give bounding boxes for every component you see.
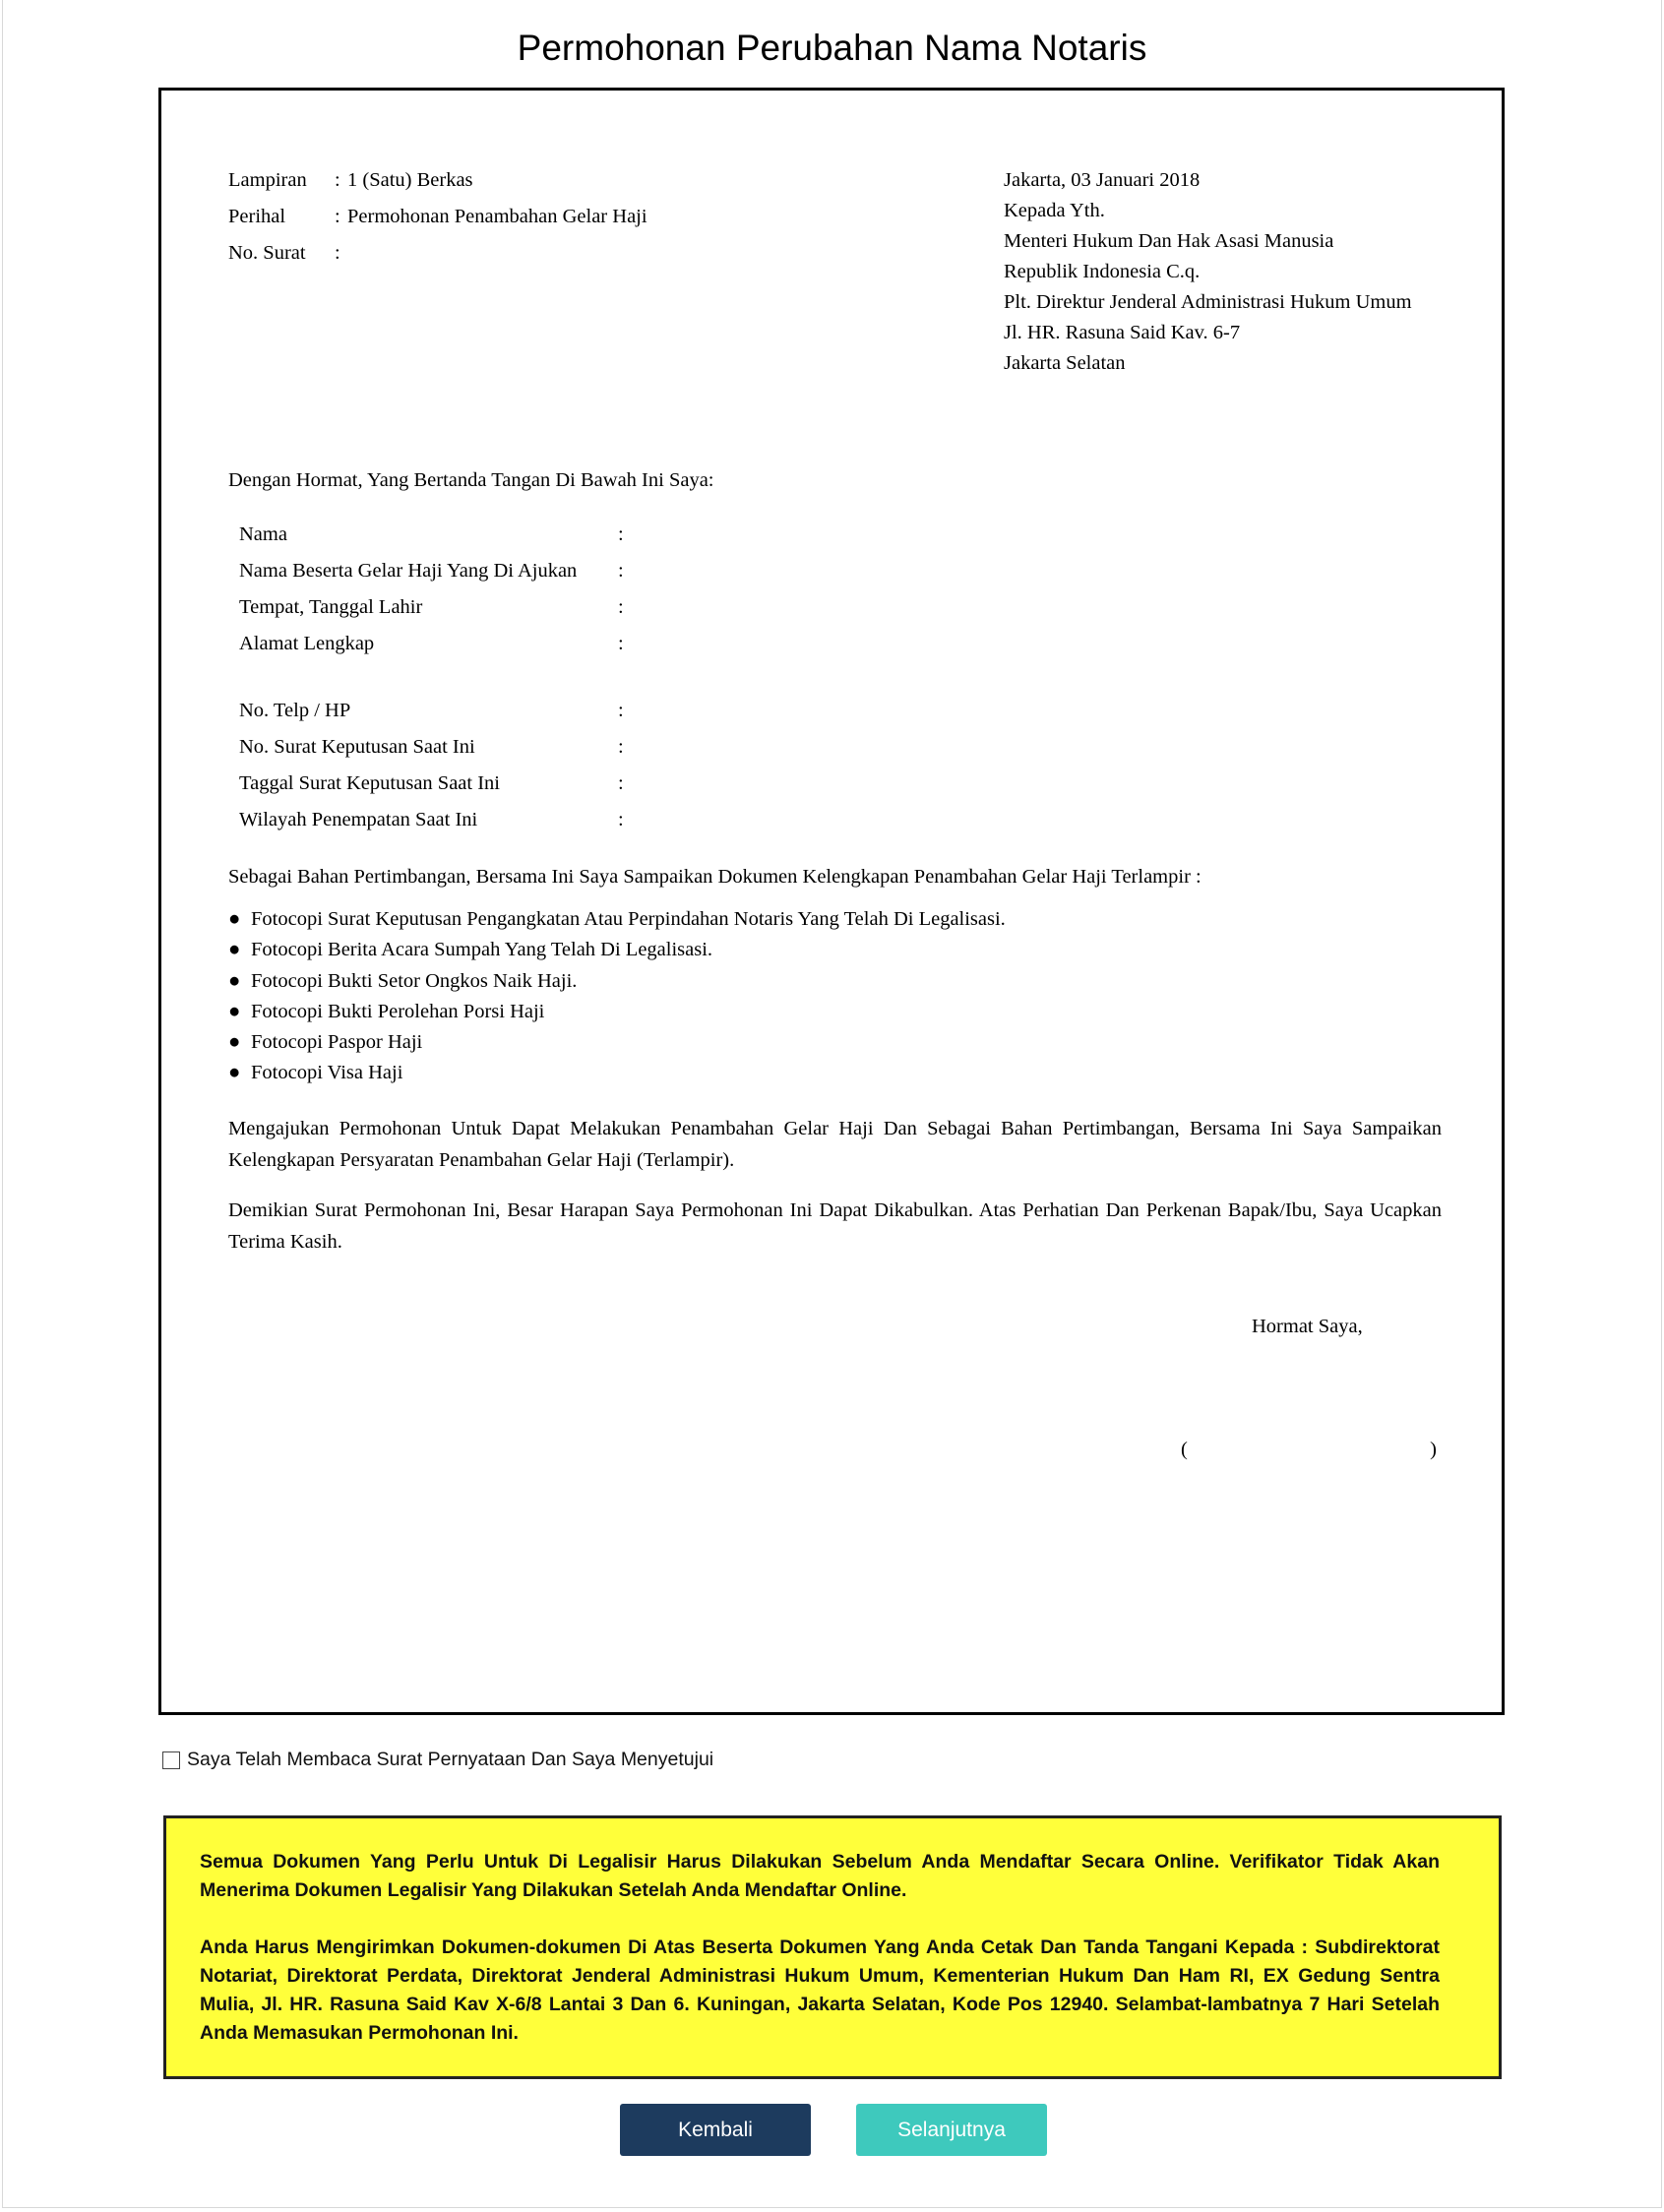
field-label: Taggal Surat Keputusan Saat Ini (239, 772, 500, 794)
notice-paragraph-legalisir: Semua Dokumen Yang Perlu Untuk Di Legalisir Harus Dilakukan Sebelum Anda Mendaftar Secara Online. Verifikator Tidak Akan Menerima Dokumen Legalisir Yang Dilakukan Setelah Anda Mendaftar Online. (200, 1851, 1440, 1901)
list-item (228, 997, 1006, 1027)
field-colon: : (618, 596, 624, 618)
bullet-icon: ● (228, 1031, 241, 1054)
signature-close-paren: ) (1430, 1439, 1437, 1460)
meta-colon: : (335, 206, 340, 227)
agreement-checkbox[interactable] (162, 1749, 713, 1771)
field-colon: : (618, 700, 624, 721)
closing-salutation: Hormat Saya, (1252, 1316, 1363, 1337)
meta-value: 1 (Satu) Berkas (347, 169, 473, 191)
meta-label: Lampiran (228, 169, 307, 191)
address-line: Republik Indonesia C.q. (1004, 261, 1201, 282)
next-button[interactable]: Selanjutnya (856, 2104, 1047, 2156)
bullet-icon: ● (228, 1062, 241, 1084)
field-label: Alamat Lengkap (239, 633, 375, 654)
field-label: No. Telp / HP (239, 700, 351, 721)
field-label: Nama (239, 523, 287, 545)
list-item (228, 904, 1006, 935)
address-line: Jakarta, 03 Januari 2018 (1004, 169, 1201, 191)
address-line: Jl. HR. Rasuna Said Kav. 6-7 (1004, 322, 1241, 343)
meta-value: Permohonan Penambahan Gelar Haji (347, 206, 647, 227)
letter-preview (158, 88, 1505, 1715)
meta-label: Perihal (228, 206, 286, 227)
meta-colon: : (335, 242, 340, 264)
recipient-address (1004, 165, 1412, 379)
field-label: Nama Beserta Gelar Haji Yang Di Ajukan (239, 560, 578, 582)
address-line: Plt. Direktur Jenderal Administrasi Hukum Umum (1004, 291, 1412, 313)
document-label: Fotocopi Surat Keputusan Pengangkatan Atau Perpindahan Notaris Yang Telah Di Legalisasi. (251, 908, 1006, 930)
bullet-icon: ● (228, 1000, 241, 1022)
list-item (228, 1027, 1006, 1058)
field-colon: : (618, 736, 624, 758)
list-item (228, 1058, 1006, 1088)
field-colon: : (618, 523, 624, 545)
field-colon: : (618, 809, 624, 830)
bullet-icon: ● (228, 908, 241, 930)
field-colon: : (618, 633, 624, 654)
document-label: Fotocopi Bukti Setor Ongkos Naik Haji. (251, 969, 578, 992)
back-button[interactable]: Kembali (620, 2104, 811, 2156)
checkbox-icon[interactable] (162, 1751, 180, 1769)
list-item (228, 935, 1006, 965)
meta-colon: : (335, 169, 340, 191)
document-label: Fotocopi Berita Acara Sumpah Yang Telah Di Legalisasi. (251, 939, 713, 961)
notice-paragraph-pengiriman: Anda Harus Mengirimkan Dokumen-dokumen Di Atas Beserta Dokumen Yang Anda Cetak Dan Tanda Tangani Kepada : Subdirektorat Notariat, Direktorat Perdata, Direktorat Jenderal Administrasi Hukum Umum, Kementerian Hukum Dan Ham RI, EX Gedung Sentra Mulia, Jl. HR. Rasuna Said Kav X-6/8 Lantai 3 Dan 6. Kuningan, Jakarta Selatan, Kode Pos 12940. Selambat-lambatnya 7 Hari Setelah Anda Memasukan Permohonan Ini. (200, 1936, 1440, 2044)
field-label: Wilayah Penempatan Saat Ini (239, 809, 478, 830)
document-label: Fotocopi Paspor Haji (251, 1031, 423, 1054)
field-label: No. Surat Keputusan Saat Ini (239, 736, 475, 758)
agreement-label: Saya Telah Membaca Surat Pernyataan Dan Saya Menyetujui (187, 1749, 714, 1770)
address-line: Kepada Yth. (1004, 200, 1105, 221)
documents-list (228, 904, 1006, 1089)
page-title: Permohonan Perubahan Nama Notaris (517, 28, 1147, 68)
request-paragraph: Mengajukan Permohonan Untuk Dapat Melakukan Penambahan Gelar Haji Dan Sebagai Bahan Pertimbangan, Bersama Ini Saya Sampaikan Kelengkapan Persyaratan Penambahan Gelar Haji (Terlampir). (228, 1118, 1442, 1171)
meta-label: No. Surat (228, 242, 306, 264)
field-colon: : (618, 772, 624, 794)
bullet-icon: ● (228, 969, 241, 992)
document-label: Fotocopi Visa Haji (251, 1062, 403, 1084)
document-label: Fotocopi Bukti Perolehan Porsi Haji (251, 1000, 545, 1022)
greeting: Dengan Hormat, Yang Bertanda Tangan Di Bawah Ini Saya: (228, 469, 714, 491)
closing-paragraph: Demikian Surat Permohonan Ini, Besar Harapan Saya Permohonan Ini Dapat Dikabulkan. Atas Perhatian Dan Perkenan Bapak/Ibu, Saya Ucapkan Terima Kasih. (228, 1199, 1442, 1253)
bullet-icon: ● (228, 939, 241, 961)
field-colon: : (618, 560, 624, 582)
documents-intro: Sebagai Bahan Pertimbangan, Bersama Ini Saya Sampaikan Dokumen Kelengkapan Penambahan Gelar Haji Terlampir : (228, 866, 1202, 888)
notice-box (163, 1815, 1502, 2079)
address-line: Jakarta Selatan (1004, 352, 1126, 374)
signature-open-paren: ( (1181, 1439, 1188, 1460)
list-item (228, 966, 1006, 997)
field-label: Tempat, Tanggal Lahir (239, 596, 423, 618)
address-line: Menteri Hukum Dan Hak Asasi Manusia (1004, 230, 1334, 252)
